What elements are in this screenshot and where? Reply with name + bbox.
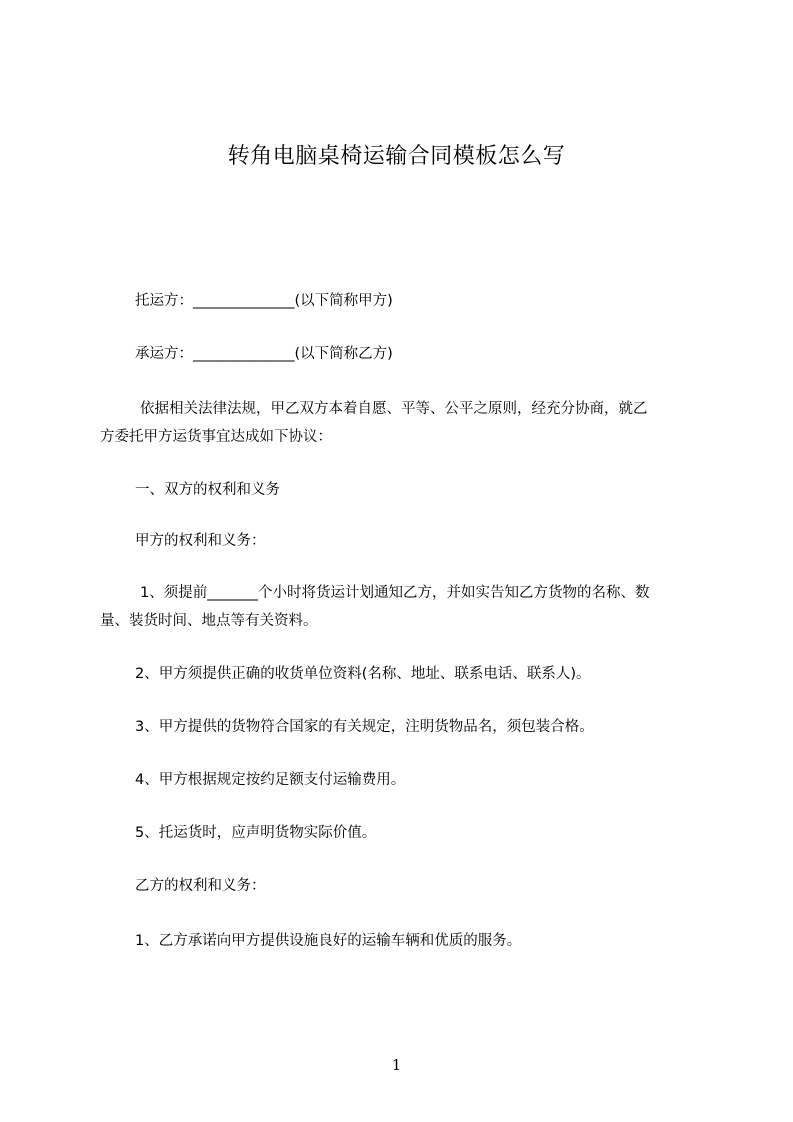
partyB-heading: 乙方的权利和义务： (135, 878, 266, 894)
page-number: 1 (391, 1056, 402, 1074)
intro-line-1: 依据相关法律法规，甲乙双方本着自愿、平等、公平之原则，经充分协商，就乙 (140, 401, 648, 417)
carrier-line: 承运方：______________(以下简称乙方) (135, 346, 393, 362)
shipper-line: 托运方：______________(以下简称甲方) (135, 293, 393, 309)
partyA-item-3: 3、甲方提供的货物符合国家的有关规定，注明货物品名，须包装合格。 (135, 719, 594, 735)
partyA-item-1-line-2: 量、装货时间、地点等有关资料。 (100, 613, 318, 629)
partyA-item-1 (100, 579, 710, 635)
partyA-item-5: 5、托运货时，应声明货物实际价值。 (135, 825, 377, 841)
intro-line-2: 方委托甲方运货事宜达成如下协议： (100, 429, 332, 445)
partyA-item-1-line-1: 1、须提前_______个小时将货运计划通知乙方，并如实告知乙方货物的名称、数 (140, 585, 650, 601)
partyA-heading: 甲方的权利和义务： (135, 533, 266, 549)
document-title: 转角电脑桌椅运输合同模板怎么写 (227, 144, 566, 169)
section1-heading: 一、双方的权利和义务 (135, 482, 280, 498)
intro-paragraph (100, 395, 710, 451)
partyB-item-1: 1、乙方承诺向甲方提供设施良好的运输车辆和优质的服务。 (135, 933, 522, 949)
partyA-item-4: 4、甲方根据规定按约足额支付运输费用。 (135, 772, 406, 788)
partyA-item-2: 2、甲方须提供正确的收货单位资料(名称、地址、联系电话、联系人)。 (135, 666, 591, 682)
